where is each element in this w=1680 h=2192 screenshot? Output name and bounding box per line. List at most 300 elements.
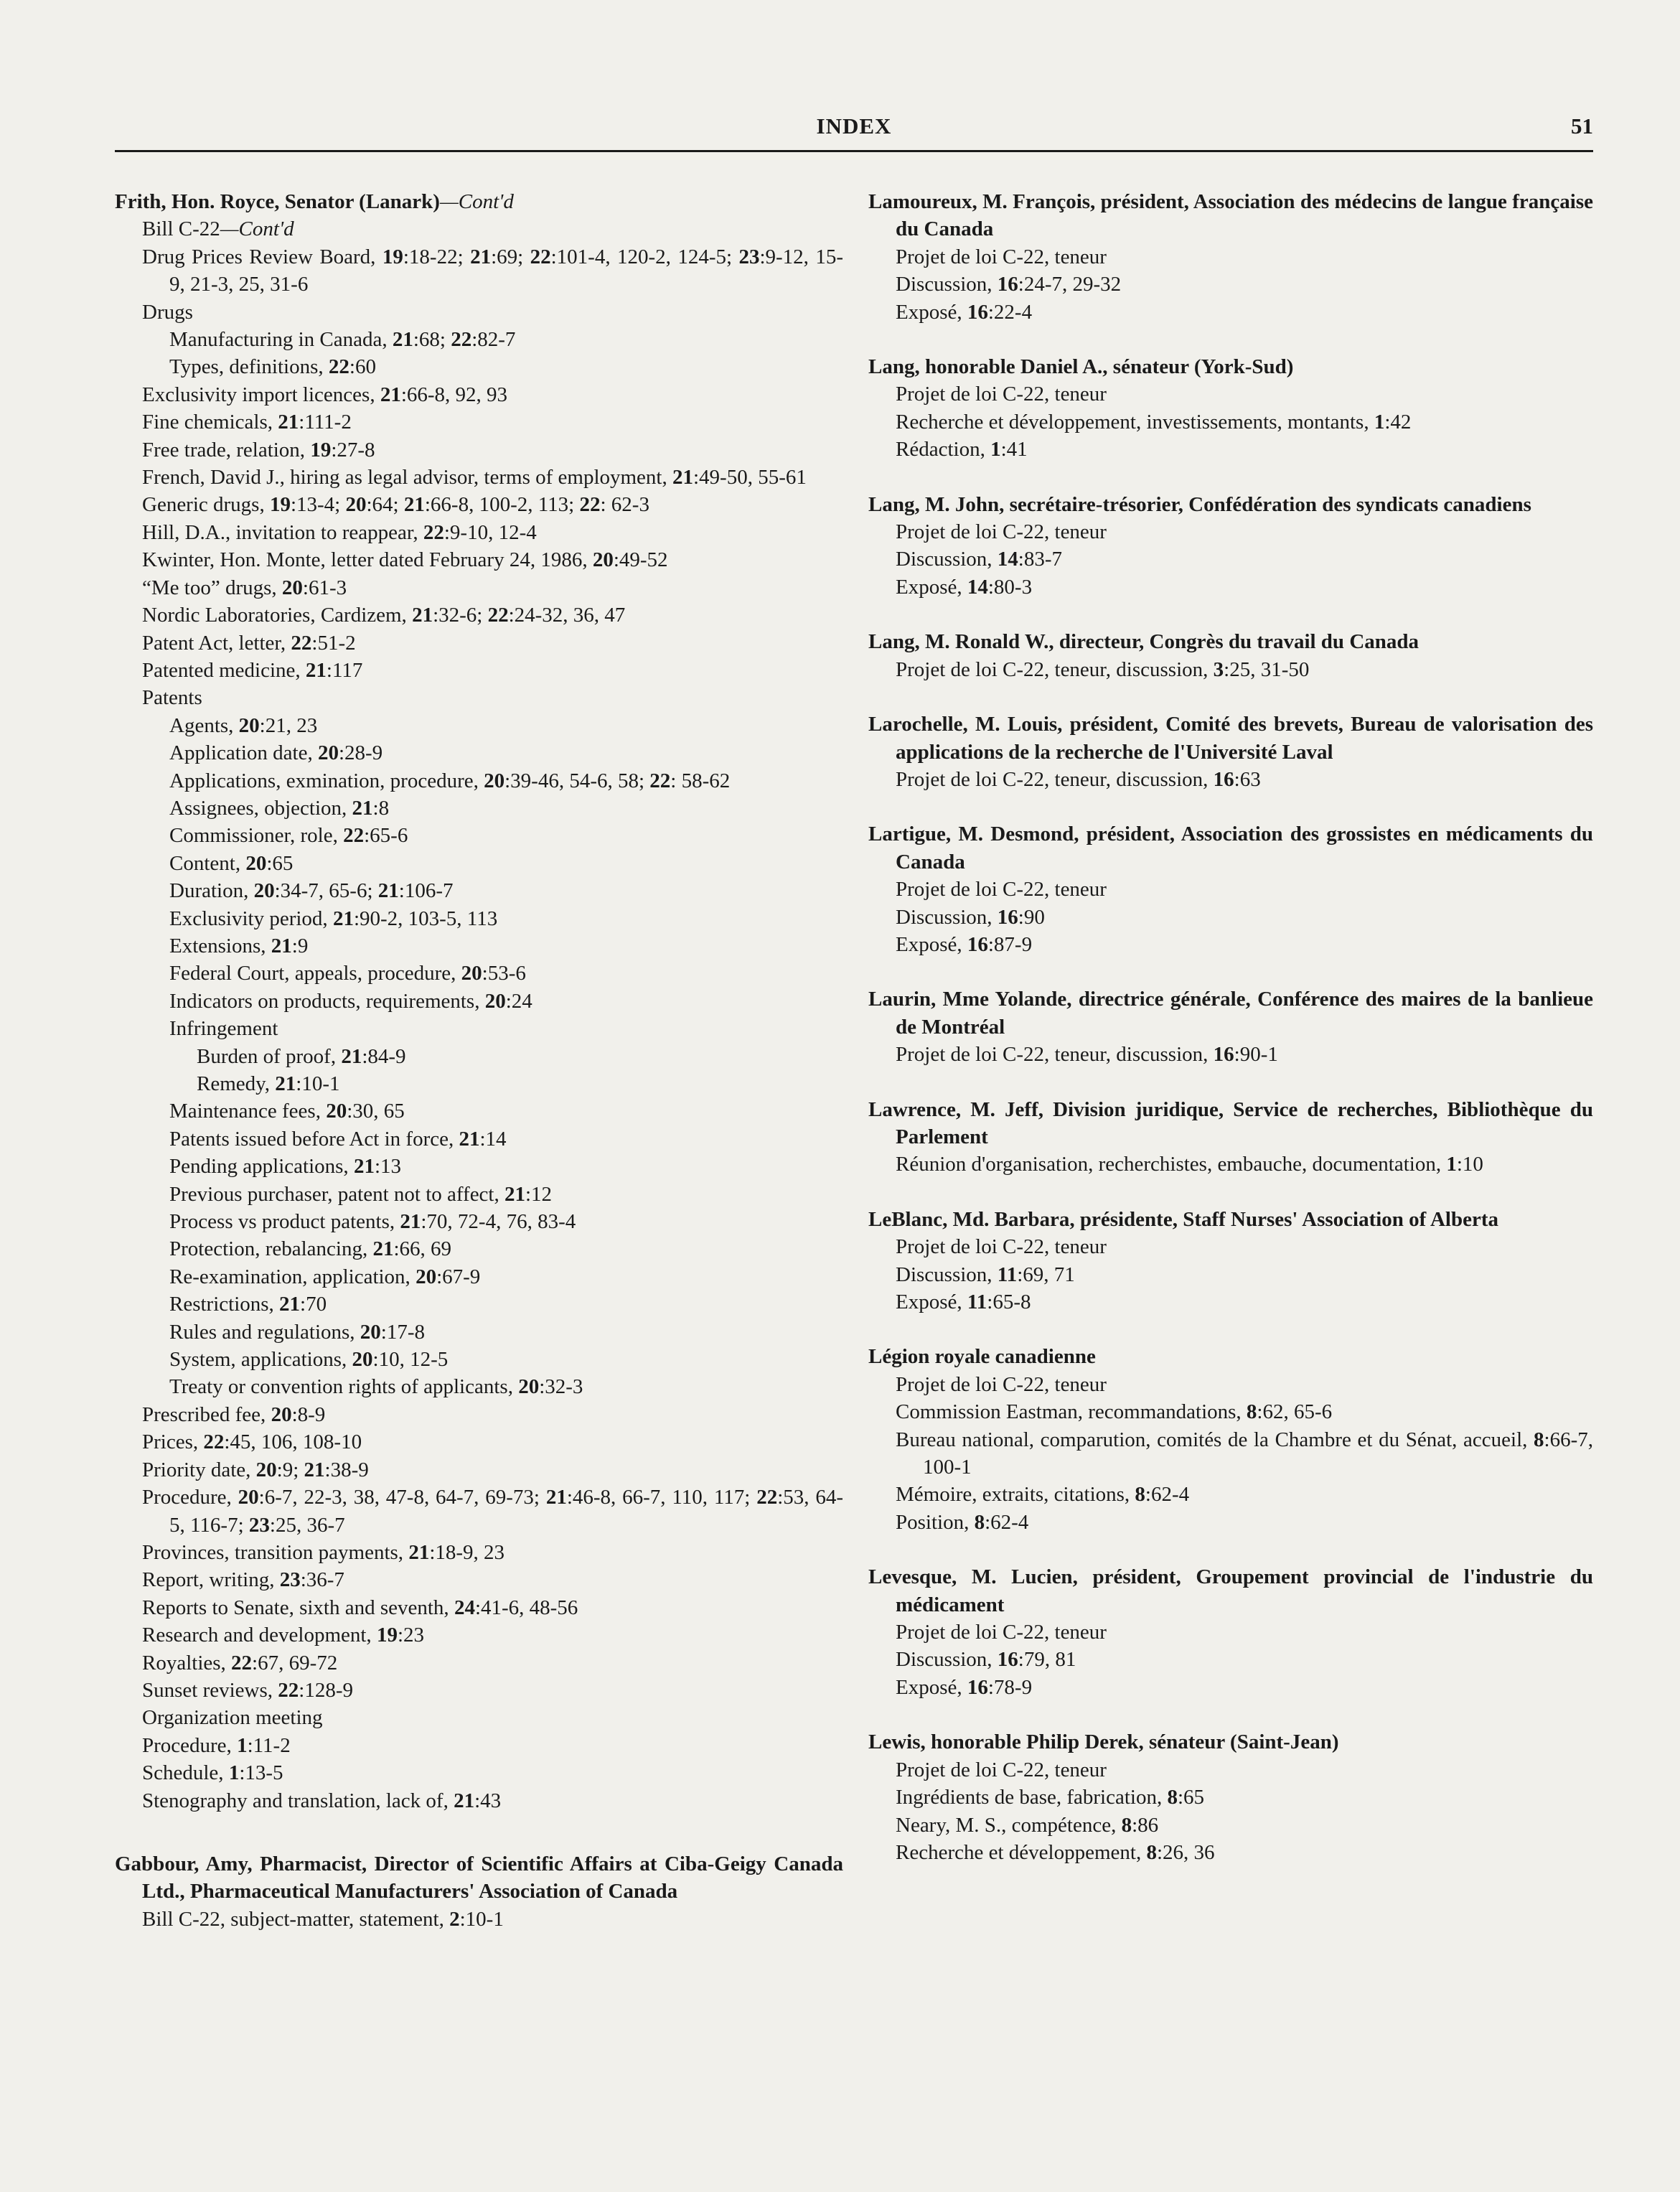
subentry-text: Discussion, xyxy=(896,273,998,296)
page-refs: :62-4 xyxy=(985,1510,1029,1534)
entry-heading: Lang, honorable Daniel A., sénateur (York-Sud) xyxy=(868,355,1294,379)
page-refs: :68; xyxy=(413,328,451,352)
subentry-text: Discussion, xyxy=(896,1648,998,1672)
page-refs: :65 xyxy=(266,851,294,875)
subentry-bill xyxy=(115,215,843,243)
issue-number: 24 xyxy=(454,1596,475,1619)
page-refs: :10-1 xyxy=(296,1072,340,1095)
subentry-text: Rédaction, xyxy=(896,438,991,462)
subentry-text: Patents xyxy=(142,686,202,710)
page-refs: :14 xyxy=(479,1127,507,1151)
subentry-text: Commissioner, role, xyxy=(169,824,344,848)
continued-marker: —Cont'd xyxy=(220,217,294,241)
subentry-text: Exposé, xyxy=(896,1291,967,1313)
subentry xyxy=(115,326,843,353)
page-refs: :78-9 xyxy=(987,1675,1033,1699)
page-refs: :62-4 xyxy=(1145,1483,1190,1507)
subentry-text: Research and development, xyxy=(142,1624,377,1647)
entry-heading: LeBlanc, Md. Barbara, présidente, Staff Nurses' Association of Alberta xyxy=(868,1207,1499,1231)
page-refs: :27-8 xyxy=(331,438,375,462)
issue-number: 21 xyxy=(278,411,299,434)
index-entry xyxy=(868,711,1593,793)
index-entry xyxy=(868,820,1593,958)
subentry-text: Projet de loi C-22, teneur xyxy=(896,1621,1107,1644)
subentry xyxy=(115,1097,843,1125)
page-refs: :42 xyxy=(1384,410,1412,434)
subentry-text: System, applications, xyxy=(169,1348,352,1372)
issue-number: 16 xyxy=(997,905,1018,929)
subentry-text: Projet de loi C-22, teneur, discussion, xyxy=(896,657,1214,681)
issue-number: 19 xyxy=(376,1624,398,1647)
page-refs: :9 xyxy=(291,934,309,957)
subentry xyxy=(115,1319,843,1346)
subentry-text: French, David J., hiring as legal advisor, terms of employment, xyxy=(142,466,672,490)
page-refs: :70 xyxy=(300,1293,327,1316)
index-entry-frith xyxy=(115,188,843,1814)
issue-number: 20 xyxy=(345,493,367,517)
page-refs: :70, 72-4, 76, 83-4 xyxy=(421,1210,576,1234)
entry-heading: Lamoureux, M. François, président, Association des médecins de langue française du Canada xyxy=(868,190,1593,241)
entry-heading: Lang, M. Ronald W., directeur, Congrès du travail du Canada xyxy=(868,630,1419,654)
subentry-text: Provinces, transition payments, xyxy=(142,1540,409,1564)
left-column xyxy=(115,188,843,1933)
issue-number: 1 xyxy=(990,438,1001,462)
issue-number: 21 xyxy=(372,1237,394,1261)
page-refs: :17-8 xyxy=(380,1320,426,1344)
subentry-text: Recherche et développement, xyxy=(896,1840,1147,1864)
entry-heading: Gabbour, Amy, Pharmacist, Director of Scientific Affairs at Ciba-Geigy Canada Ltd., Pharmaceutical Manufacturers' Association of Canada xyxy=(115,1852,843,1903)
issue-number: 8 xyxy=(1121,1813,1132,1837)
page-refs: :106-7 xyxy=(398,879,454,903)
issue-number: 20 xyxy=(317,741,339,765)
page-refs: :90-1 xyxy=(1234,1043,1278,1067)
subentry-text: Projet de loi C-22, teneur xyxy=(896,520,1107,544)
page-refs: :90-2, 103-5, 113 xyxy=(353,907,498,930)
subentry-text: Generic drugs, xyxy=(142,493,270,517)
subentry-text: Prescribed fee, xyxy=(142,1402,271,1426)
subentry xyxy=(115,519,843,546)
subentry-text: Assignees, objection, xyxy=(169,796,352,820)
subentry xyxy=(868,876,1593,903)
issue-number: 21 xyxy=(408,1540,430,1564)
issue-number: 23 xyxy=(738,245,760,268)
subentry xyxy=(868,1619,1593,1646)
subentry-text: Pending applications, xyxy=(169,1155,354,1179)
page-refs: : 62-3 xyxy=(600,493,649,517)
page-refs: :101-4, 120-2, 124-5; xyxy=(550,245,739,268)
entry-heading: Levesque, M. Lucien, président, Groupement provincial de l'industrie du médicament xyxy=(868,1565,1593,1616)
subentry xyxy=(868,243,1593,271)
subentry xyxy=(115,1291,843,1318)
subentry xyxy=(115,601,843,629)
subentry-text: Infringement xyxy=(169,1017,278,1041)
subentry xyxy=(115,1732,843,1759)
subentry xyxy=(868,1812,1593,1839)
subentry-text: Previous purchaser, patent not to affect, xyxy=(169,1182,505,1206)
subentry-text: Exposé, xyxy=(896,575,967,599)
page-refs: :111-2 xyxy=(299,411,352,434)
subentry xyxy=(115,353,843,380)
entry-heading: Lang, M. John, secrétaire-trésorier, Confédération des syndicats canadiens xyxy=(868,492,1531,516)
subentry-text: Drug Prices Review Board, xyxy=(142,245,383,268)
subentry-text: Report, writing, xyxy=(142,1568,280,1592)
issue-number: 20 xyxy=(518,1375,540,1399)
page-refs: :30, 65 xyxy=(347,1100,405,1123)
subentry xyxy=(868,1261,1593,1288)
subentry xyxy=(115,1677,843,1704)
subentry xyxy=(868,545,1593,573)
issue-number: 20 xyxy=(326,1100,347,1123)
subentry xyxy=(868,436,1593,463)
subentry xyxy=(115,299,843,326)
page-refs: :24 xyxy=(505,989,532,1013)
issue-number: 3 xyxy=(1213,657,1224,681)
subentry xyxy=(115,1208,843,1235)
subentry xyxy=(115,1649,843,1677)
index-entry xyxy=(868,188,1593,326)
subentry-text: Prices, xyxy=(142,1430,204,1454)
subentry xyxy=(115,1043,843,1070)
page-refs: :28-9 xyxy=(338,741,383,765)
page-refs: :38-9 xyxy=(324,1458,369,1481)
issue-number: 20 xyxy=(416,1265,437,1288)
issue-number: 19 xyxy=(310,438,332,462)
subentry-text: Patent Act, letter, xyxy=(142,631,291,655)
subentry-text: Agents, xyxy=(169,713,239,737)
page-refs: :8-9 xyxy=(291,1402,326,1426)
issue-number: 21 xyxy=(400,1210,421,1234)
subentry-text: Projet de loi C-22, teneur, discussion, xyxy=(896,767,1214,791)
issue-number: 8 xyxy=(1246,1400,1257,1424)
issue-number: 21 xyxy=(459,1127,480,1151)
subentry-text: Treaty or convention rights of applicants, xyxy=(169,1375,519,1399)
subentry-text: Patented medicine, xyxy=(142,658,306,682)
subentry xyxy=(868,299,1593,326)
page-refs: :67-9 xyxy=(436,1265,481,1288)
issue-number: 21 xyxy=(271,934,292,957)
page-refs: :69, 71 xyxy=(1017,1263,1075,1286)
page-refs: :9; xyxy=(276,1458,304,1481)
index-entry xyxy=(868,985,1593,1068)
issue-number: 22 xyxy=(530,245,551,268)
page-refs: :90 xyxy=(1018,905,1045,929)
page-refs: :64; xyxy=(366,493,404,517)
issue-number: 22 xyxy=(328,355,349,379)
issue-number: 11 xyxy=(997,1263,1018,1286)
subentry xyxy=(115,464,843,491)
issue-number: 19 xyxy=(269,493,291,517)
page-refs: :39-46, 54-6, 58; xyxy=(505,769,650,792)
issue-number: 21 xyxy=(332,907,354,930)
issue-number: 1 xyxy=(237,1733,248,1757)
page-refs: :117 xyxy=(326,658,363,682)
index-entry xyxy=(868,1728,1593,1866)
entry-heading xyxy=(115,188,843,215)
subentry-text: Procedure, xyxy=(142,1486,238,1509)
subentry xyxy=(868,1481,1593,1508)
subentry xyxy=(115,1346,843,1373)
subentry-text: Indicators on products, requirements, xyxy=(169,989,485,1013)
page-refs: :53, 64-5, 116-7; xyxy=(169,1486,844,1537)
subentry xyxy=(115,629,843,657)
issue-number: 22 xyxy=(291,631,312,655)
page-refs: :23 xyxy=(397,1624,424,1647)
subentry xyxy=(115,1594,843,1621)
subentry-text: Procedure, xyxy=(142,1733,238,1757)
subentry-list xyxy=(115,243,843,1814)
subentry xyxy=(115,712,843,739)
subentry-text: Burden of proof, xyxy=(197,1044,342,1068)
subentry-text: Projet de loi C-22, teneur, discussion, xyxy=(896,1043,1214,1067)
issue-number: 23 xyxy=(248,1513,270,1537)
index-entry xyxy=(868,1563,1593,1701)
subentry-text: Rules and regulations, xyxy=(169,1320,360,1344)
subentry xyxy=(115,1621,843,1649)
subentry xyxy=(115,1153,843,1180)
subentry-text: Recherche et développement, investissements, montants, xyxy=(896,410,1374,434)
page-refs: :10, 12-5 xyxy=(372,1348,449,1372)
issue-number: 22 xyxy=(203,1430,225,1454)
subentry xyxy=(115,1566,843,1593)
index-entry xyxy=(868,1343,1593,1536)
subentry-text: Discussion, xyxy=(896,548,998,571)
page-refs: :46-8, 66-7, 110, 117; xyxy=(566,1486,757,1509)
entry-heading: Larochelle, M. Louis, président, Comité des brevets, Bureau de valorisation des applications de la recherche de l'Université Laval xyxy=(868,713,1593,764)
page-refs: :79, 81 xyxy=(1018,1648,1076,1672)
page-refs: :43 xyxy=(474,1789,502,1812)
subentry xyxy=(868,1426,1593,1481)
subentry-text: Ingrédients de base, fabrication, xyxy=(896,1786,1168,1809)
subentry-text: Applications, exmination, procedure, xyxy=(169,769,484,792)
subentry xyxy=(868,1041,1593,1068)
subentry-text: Maintenance fees, xyxy=(169,1100,327,1123)
issue-number: 21 xyxy=(412,604,433,627)
page-refs: :11-2 xyxy=(247,1733,291,1757)
subentry xyxy=(868,1646,1593,1673)
subentry-text: Patents issued before Act in force, xyxy=(169,1127,459,1151)
issue-number: 16 xyxy=(997,1648,1018,1672)
page-refs: :87-9 xyxy=(987,932,1033,956)
subentry-text: Projet de loi C-22, teneur xyxy=(896,245,1107,268)
issue-number: 21 xyxy=(341,1044,362,1068)
issue-number: 22 xyxy=(649,769,671,792)
index-entry xyxy=(868,1206,1593,1316)
issue-number: 1 xyxy=(1446,1153,1457,1176)
issue-number: 16 xyxy=(967,932,988,956)
issue-number: 21 xyxy=(505,1182,525,1206)
page-refs: :65-6 xyxy=(364,824,408,848)
issue-number: 21 xyxy=(403,493,425,517)
page-refs: :32-6; xyxy=(433,604,488,627)
subentry-text: Commission Eastman, recommandations, xyxy=(896,1400,1247,1424)
page-refs: :9-10, 12-4 xyxy=(444,520,537,544)
subentry xyxy=(115,1070,843,1097)
subentry-text: Extensions, xyxy=(169,934,271,957)
subentry-text: Protection, rebalancing, xyxy=(169,1237,373,1261)
issue-number: 21 xyxy=(380,383,401,406)
page-refs: :65-8 xyxy=(987,1291,1031,1313)
subentry-text: Exposé, xyxy=(896,1675,967,1699)
subentry xyxy=(115,684,843,711)
subentry-text: Réunion d'organisation, recherchistes, embauche, documentation, xyxy=(896,1153,1447,1176)
page-refs: :13 xyxy=(374,1155,401,1179)
subentry xyxy=(115,657,843,684)
issue-number: 21 xyxy=(304,1458,325,1481)
subentry xyxy=(868,518,1593,545)
page-refs: :41-6, 48-56 xyxy=(474,1596,578,1619)
subentry-text: Manufacturing in Canada, xyxy=(169,328,393,352)
page-number: 51 xyxy=(1571,113,1593,139)
issue-number: 22 xyxy=(451,328,472,352)
issue-number: 20 xyxy=(484,769,505,792)
issue-number: 21 xyxy=(377,879,399,903)
issue-number: 23 xyxy=(279,1568,301,1592)
subentry xyxy=(115,491,843,518)
subentry xyxy=(115,1787,843,1814)
page-refs: :26, 36 xyxy=(1156,1840,1215,1864)
page-title: INDEX xyxy=(816,113,892,139)
page-refs: :86 xyxy=(1132,1813,1159,1837)
issue-number: 16 xyxy=(997,273,1018,296)
issue-number: 8 xyxy=(974,1510,985,1534)
page-refs: :128-9 xyxy=(299,1678,353,1702)
page-refs: :67, 69-72 xyxy=(252,1651,338,1675)
issue-number: 22 xyxy=(423,520,444,544)
page-refs: :21, 23 xyxy=(259,713,318,737)
subentry xyxy=(115,546,843,573)
subentry-text: Content, xyxy=(169,851,246,875)
subentry-text: Process vs product patents, xyxy=(169,1210,400,1234)
page-refs: :84-9 xyxy=(362,1044,406,1068)
page-refs: :63 xyxy=(1234,767,1261,791)
issue-number: 20 xyxy=(253,879,275,903)
subentry xyxy=(115,960,843,987)
issue-number: 20 xyxy=(484,989,506,1013)
issue-number: 21 xyxy=(454,1789,475,1812)
issue-number: 22 xyxy=(278,1678,299,1702)
issue-number: 21 xyxy=(545,1486,567,1509)
page-refs: :49-52 xyxy=(613,548,668,572)
subentry-text: Royalties, xyxy=(142,1651,232,1675)
issue-number: 16 xyxy=(967,300,988,324)
page-refs: :13-4; xyxy=(290,493,346,517)
continued-marker: —Cont'd xyxy=(439,190,514,213)
subentry-text: Duration, xyxy=(169,879,254,903)
page-refs: :53-6 xyxy=(482,962,526,985)
subentry xyxy=(115,1906,843,1933)
issue-number: 20 xyxy=(281,576,303,599)
issue-number: 20 xyxy=(461,962,482,985)
subentry-text: Discussion, xyxy=(896,905,998,929)
issue-number: 1 xyxy=(1374,410,1385,434)
subentry xyxy=(115,408,843,436)
subentry xyxy=(115,1456,843,1484)
subentry xyxy=(115,739,843,767)
subentry xyxy=(115,436,843,464)
page-refs: :6-7, 22-3, 38, 47-8, 64-7, 69-73; xyxy=(258,1486,546,1509)
header-rule xyxy=(115,150,1593,152)
page-refs: :25, 36-7 xyxy=(269,1513,345,1537)
subentry-text: Projet de loi C-22, teneur xyxy=(896,1372,1107,1396)
subentry xyxy=(868,1784,1593,1811)
page-refs: :41 xyxy=(1000,438,1028,462)
subentry xyxy=(115,1401,843,1428)
issue-number: 20 xyxy=(352,1348,373,1372)
subentry-text: Federal Court, appeals, procedure, xyxy=(169,962,461,985)
subentry xyxy=(868,271,1593,298)
subentry xyxy=(868,931,1593,958)
subentry xyxy=(868,1151,1593,1178)
index-entry xyxy=(868,353,1593,464)
subentry xyxy=(115,877,843,904)
issue-number: 21 xyxy=(279,1293,301,1316)
page-refs: :32-3 xyxy=(539,1375,583,1399)
subentry-text: Projet de loi C-22, teneur xyxy=(896,1758,1107,1781)
subentry xyxy=(868,904,1593,931)
issue-number: 21 xyxy=(305,658,327,682)
subentry xyxy=(868,1288,1593,1316)
subentry xyxy=(115,932,843,960)
subentry-text: Schedule, xyxy=(142,1761,229,1785)
page-refs: :66-7, 100-1 xyxy=(923,1428,1593,1479)
subentry-text: Projet de loi C-22, teneur xyxy=(896,878,1107,901)
subentry-text: Bureau national, comparution, comités de la Chambre et du Sénat, accueil, xyxy=(896,1428,1534,1451)
subentry xyxy=(868,1233,1593,1260)
right-column xyxy=(868,188,1593,1866)
subentry-text: Sunset reviews, xyxy=(142,1678,278,1702)
page-refs: :66, 69 xyxy=(393,1237,452,1261)
subentry xyxy=(115,1181,843,1208)
issue-number: 20 xyxy=(238,1486,259,1509)
issue-number: 1 xyxy=(228,1761,240,1785)
page-refs: :66-8, 92, 93 xyxy=(400,383,508,406)
subentry xyxy=(115,1015,843,1042)
page-refs: :24-32, 36, 47 xyxy=(508,604,626,627)
page-refs: :18-22; xyxy=(403,245,471,268)
entry-heading: Lartigue, M. Desmond, président, Association des grossistes en médicaments du Canada xyxy=(868,823,1593,873)
page-refs: :10 xyxy=(1456,1153,1483,1176)
subentry-text: Exposé, xyxy=(896,932,967,956)
subentry xyxy=(115,1704,843,1731)
page-refs: :60 xyxy=(349,355,376,379)
issue-number: 8 xyxy=(1167,1786,1178,1809)
issue-number: 8 xyxy=(1135,1483,1145,1507)
subentry-text: Exclusivity import licences, xyxy=(142,383,380,406)
issue-number: 21 xyxy=(275,1072,296,1095)
subentry xyxy=(868,656,1593,683)
subentry-text: “Me too” drugs, xyxy=(142,576,282,599)
subentry xyxy=(868,1839,1593,1866)
issue-number: 21 xyxy=(392,328,413,352)
subentry-text: Neary, M. S., compétence, xyxy=(896,1813,1122,1837)
page-refs: :36-7 xyxy=(300,1568,344,1592)
issue-number: 14 xyxy=(967,575,988,599)
issue-number: 22 xyxy=(231,1651,253,1675)
subentry-text: Re-examination, application, xyxy=(169,1265,416,1288)
subentry xyxy=(115,1263,843,1291)
issue-number: 21 xyxy=(470,245,492,268)
issue-number: 20 xyxy=(360,1320,381,1344)
entry-heading: Légion royale canadienne xyxy=(868,1345,1096,1369)
subentry xyxy=(115,381,843,408)
subentry xyxy=(868,1674,1593,1701)
page-refs: :80-3 xyxy=(987,575,1033,599)
page-refs: :61-3 xyxy=(302,576,347,599)
issue-number: 16 xyxy=(967,1675,988,1699)
subentry-text: Hill, D.A., invitation to reappear, xyxy=(142,520,423,544)
subentry-text: Exposé, xyxy=(896,300,967,324)
page-refs: : 58-62 xyxy=(670,769,731,792)
